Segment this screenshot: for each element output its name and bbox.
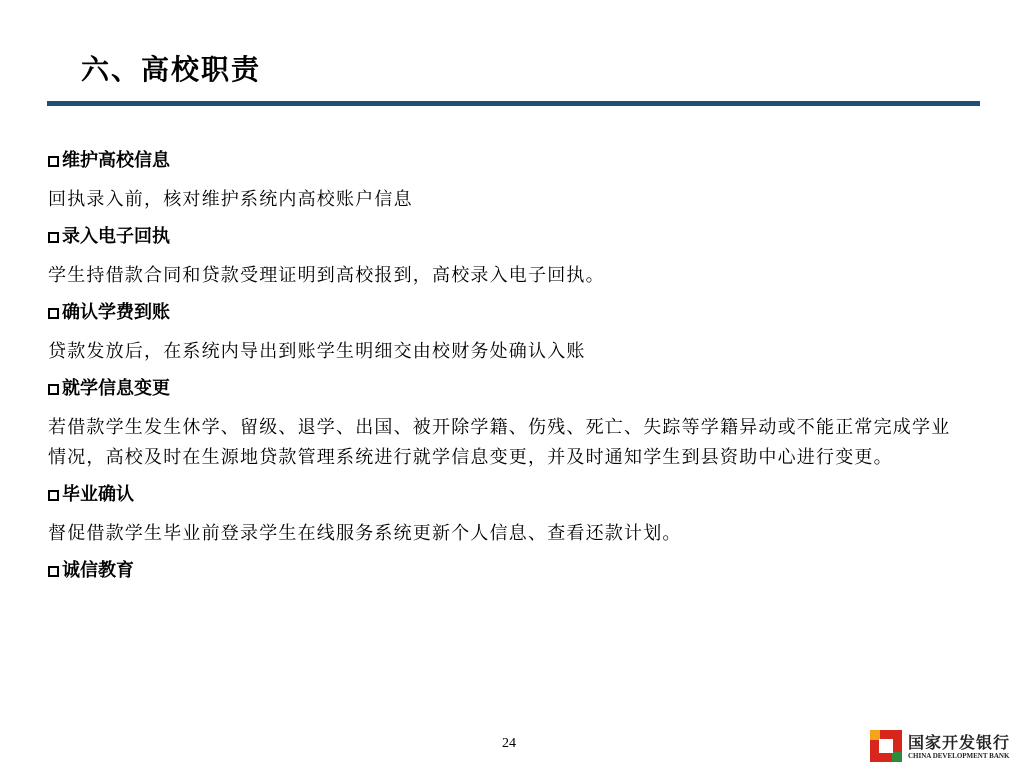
section-heading	[48, 224, 968, 250]
checkbox-bullet-icon	[48, 384, 59, 395]
section-text: 若借款学生发生休学、留级、退学、出国、被开除学籍、伤残、死亡、失踪等学籍异动或不能正常完成学业情况，高校及时在生源地贷款管理系统进行就学信息变更，并及时通知学生到县资助中心进行变更。	[48, 417, 951, 468]
section-heading	[48, 482, 968, 508]
checkbox-bullet-icon	[48, 156, 59, 167]
slide-title: 六、高校职责	[81, 53, 262, 86]
section-heading-text: 确认学费到账	[62, 302, 170, 323]
section-text: 学生持借款合同和贷款受理证明到高校报到，高校录入电子回执。	[48, 265, 605, 286]
section-text: 回执录入前，核对维护系统内高校账户信息	[48, 189, 413, 210]
section-heading-text: 维护高校信息	[62, 150, 170, 171]
checkbox-bullet-icon	[48, 232, 59, 243]
page-number: 24	[502, 736, 516, 751]
cdb-logo-icon	[870, 730, 902, 762]
section-heading	[48, 376, 968, 402]
checkbox-bullet-icon	[48, 308, 59, 319]
content-body	[48, 148, 968, 597]
section-heading	[48, 558, 968, 584]
section-heading-text: 毕业确认	[62, 484, 134, 505]
section-heading	[48, 148, 968, 174]
title-underline	[47, 101, 980, 106]
checkbox-bullet-icon	[48, 566, 59, 577]
checkbox-bullet-icon	[48, 490, 59, 501]
logo-name-en: CHINA DEVELOPMENT BANK	[908, 752, 1010, 760]
section-heading	[48, 300, 968, 326]
section-heading-text: 录入电子回执	[62, 226, 170, 247]
section-text: 督促借款学生毕业前登录学生在线服务系统更新个人信息、查看还款计划。	[48, 523, 682, 544]
logo-name-cn: 国家开发银行	[908, 733, 1011, 752]
section-text: 贷款发放后，在系统内导出到账学生明细交由校财务处确认入账	[48, 341, 586, 362]
bank-logo	[870, 730, 1018, 764]
section-heading-text: 诚信教育	[62, 560, 134, 581]
section-heading-text: 就学信息变更	[62, 378, 170, 399]
